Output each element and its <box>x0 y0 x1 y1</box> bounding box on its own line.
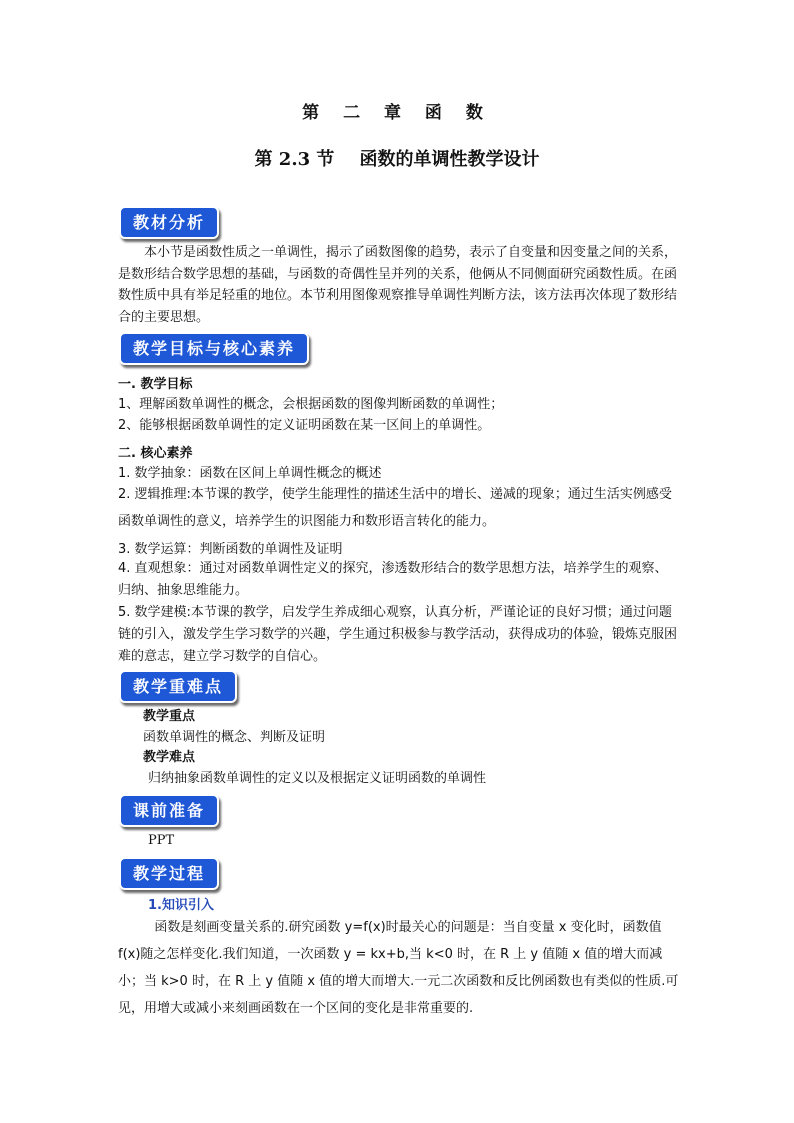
literacy-item: 1. 数学抽象：函数在区间上单调性概念的概述 <box>118 466 382 481</box>
tag-preparation: 课前准备 <box>119 794 219 827</box>
literacy-item: 4. 直观想象：通过对函数单调性定义的探究，渗透数形结合的数学思想方法，培养学生的观察、归纳、抽象思维能力。 <box>118 561 668 598</box>
literacy-heading: 二. 核心素养 <box>118 446 193 461</box>
difficulty-text: 归纳抽象函数单调性的定义以及根据定义证明函数的单调性 <box>148 771 487 786</box>
focus-text: 函数单调性的概念、判断及证明 <box>143 730 326 745</box>
literacy-item: 2. 逻辑推理:本节课的教学，使学生能理性的描述生活中的增长、递减的现象；通过生活实例感受函数单调性的意义，培养学生的识图能力和数形语言转化的能力。 <box>118 487 672 529</box>
tag-key-points: 教学重难点 <box>119 670 237 703</box>
focus-label: 教学重点 <box>143 709 196 724</box>
literacy-item: 5. 数学建模:本节课的教学，启发学生养成细心观察，认真分析，严谨论证的良好习惯；通过问题链的引入，激发学生学习数学的兴趣，学生通过积极参与教学活动，获得成功的体验，锻炼克服困难的意志，建立学习数学的自信心。 <box>118 605 678 664</box>
goals-heading: 一. 教学目标 <box>118 377 193 392</box>
knowledge-intro-heading: 1.知识引入 <box>148 898 214 913</box>
chapter-title: 第 二 章 函 数 <box>302 103 492 123</box>
literacy-item: 3. 数学运算：判断函数的单调性及证明 <box>118 542 343 557</box>
tag-teaching-process: 教学过程 <box>119 857 219 890</box>
difficulty-label: 教学难点 <box>143 750 196 765</box>
section-title: 第 2.3 节 函数的单调性教学设计 <box>254 149 540 170</box>
goal-item: 2、能够根据函数单调性的定义证明函数在某一区间上的单调性。 <box>118 418 491 433</box>
tag-teaching-goals: 教学目标与核心素养 <box>119 332 309 365</box>
goal-item: 1、理解函数单调性的概念，会根据函数的图像判断函数的单调性； <box>118 397 504 412</box>
tag-textbook-analysis: 教材分析 <box>119 206 219 239</box>
prep-text: PPT <box>148 833 175 848</box>
process-paragraph: 函数是刻画变量关系的.研究函数 y=f(x)时最关心的问题是：当自变量 x 变化时，函数值 f(x)随之怎样变化.我们知道，一次函数 y = kx+b,当 k<0 时，在 R 上 y 值随 x 值的增大而减小；当 k>0 时，在 R 上 y 值随 x 值的增大而增大.一元二次函数和反比例函数也有类似的性质.可见，用增大或减小来刻画函数在一个区间的变化是非常重要的. <box>118 920 679 1016</box>
analysis-paragraph: 本小节是函数性质之一单调性，揭示了函数图像的趋势，表示了自变量和因变量之间的关系，是数形结合数学思想的基础，与函数的奇偶性呈并列的关系，他俩从不同侧面研究函数性质。在函数性质中具有举足轻重的地位。本节利用图像观察推导单调性判断方法，该方法再次体现了数形结合的主要思想。 <box>118 245 678 325</box>
